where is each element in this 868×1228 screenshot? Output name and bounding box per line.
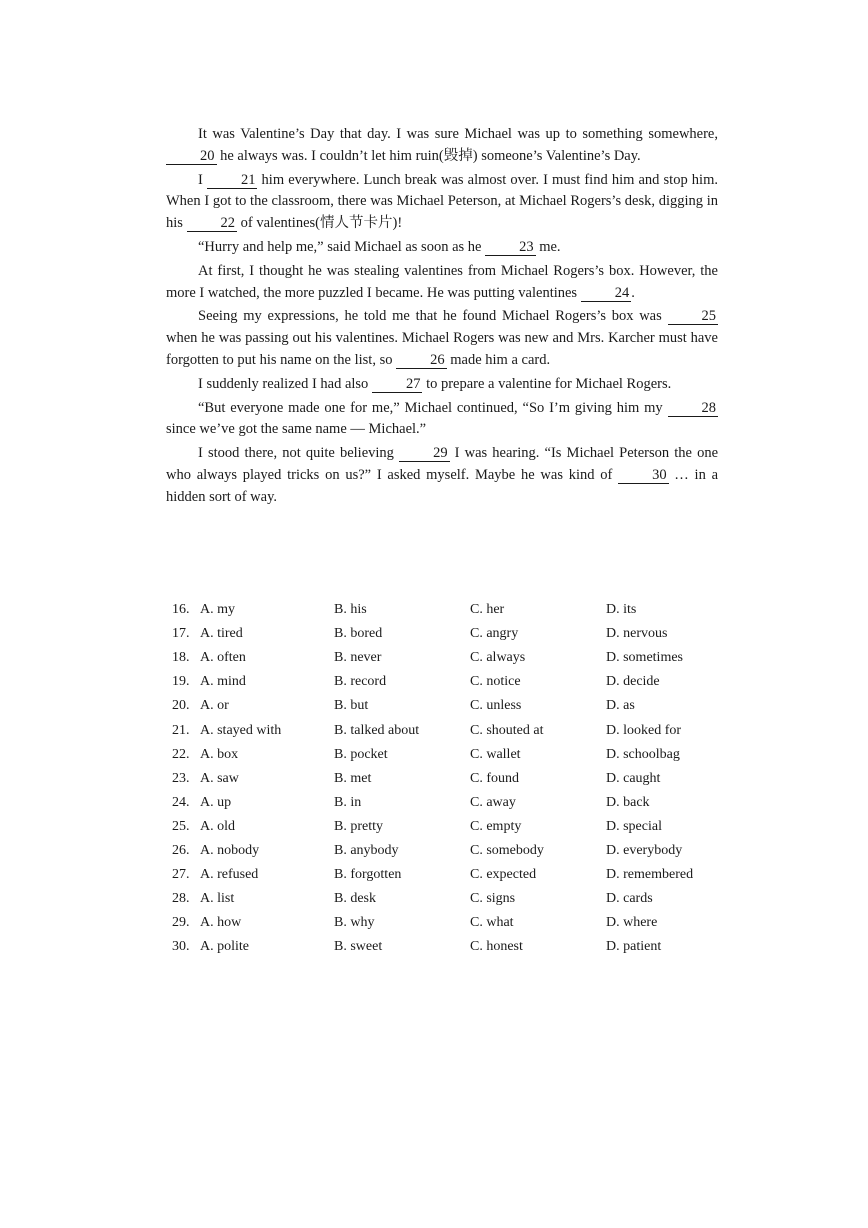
question-number: 26. (172, 842, 190, 858)
question-row (172, 815, 712, 839)
question-row (172, 887, 712, 911)
option-a: A. tired (200, 626, 243, 642)
blank-number: 28 (668, 400, 719, 417)
passage-text: At first, I thought he was stealing valentines from Michael Rogers’s box. However, the more I watched, the more puzzled I became. He was putting valentines (166, 262, 718, 301)
question-row (172, 743, 712, 767)
option-d: D. special (606, 818, 662, 834)
blank-number: 29 (399, 445, 450, 462)
option-d: D. caught (606, 770, 661, 786)
question-number: 24. (172, 794, 190, 810)
passage-paragraph (166, 306, 718, 371)
option-c: C. shouted at (470, 722, 544, 738)
passage-text: I (198, 171, 207, 188)
passage-text: “But everyone made one for me,” Michael continued, “So I’m giving him my (198, 399, 668, 416)
passage-text: me. (535, 238, 561, 255)
passage-text: “Hurry and help me,” said Michael as soon as he (198, 238, 486, 255)
option-b: B. in (334, 794, 362, 810)
passage-paragraph (166, 261, 718, 305)
option-d: D. its (606, 602, 637, 618)
option-c: C. honest (470, 939, 523, 955)
question-number: 19. (172, 674, 190, 690)
question-row (172, 598, 712, 622)
option-d: D. as (606, 698, 635, 714)
option-a: A. list (200, 891, 235, 907)
question-number: 28. (172, 891, 190, 907)
passage-paragraph (166, 170, 718, 235)
passage-text: I suddenly realized I had also (198, 375, 372, 392)
passage-paragraph (166, 443, 718, 508)
option-a: A. polite (200, 939, 249, 955)
option-c: C. what (470, 915, 514, 931)
blank-number: 21 (207, 172, 258, 189)
passage-text: I stood there, not quite believing (198, 445, 400, 462)
option-b: B. why (334, 915, 375, 931)
option-b: B. anybody (334, 842, 399, 858)
option-c: C. unless (470, 698, 522, 714)
question-row (172, 622, 712, 646)
passage-text: I was hearing. “Is Michael Peterson the one who always played tricks on us?” I asked myself. Maybe he was kind of (166, 445, 719, 483)
option-d: D. nervous (606, 626, 668, 642)
option-d: D. looked for (606, 722, 682, 738)
option-a: A. how (200, 915, 242, 931)
option-b: B. sweet (334, 939, 383, 955)
option-c: C. somebody (470, 842, 544, 858)
question-number: 17. (172, 626, 190, 642)
passage-text: to prepare a valentine for Michael Rogers. (422, 375, 672, 392)
question-number: 20. (172, 698, 190, 714)
option-d: D. cards (606, 891, 653, 907)
option-d: D. sometimes (606, 650, 683, 666)
option-d: D. patient (606, 939, 662, 955)
option-b: B. met (334, 770, 372, 786)
option-a: A. old (200, 818, 235, 834)
passage-text: he always was. I couldn’t let him ruin(毁掉) someone’s Valentine’s Day. (216, 147, 641, 164)
blank-number: 26 (396, 352, 447, 369)
passage-paragraph (166, 237, 718, 259)
blank-number: 25 (668, 308, 719, 325)
option-c: C. expected (470, 867, 537, 883)
option-c: C. away (470, 794, 516, 810)
option-a: A. refused (200, 867, 259, 883)
option-b: B. desk (334, 891, 376, 907)
option-b: B. never (334, 650, 382, 666)
passage-text: since we’ve got the same name — Michael.” (166, 421, 427, 438)
question-row (172, 718, 712, 742)
option-a: A. mind (200, 674, 246, 690)
option-c: C. angry (470, 626, 519, 642)
question-number: 18. (172, 650, 190, 666)
option-a: A. often (200, 650, 246, 666)
option-a: A. stayed with (200, 722, 282, 738)
option-b: B. talked about (334, 722, 420, 738)
blank-number: 22 (187, 215, 238, 232)
question-number: 27. (172, 867, 190, 883)
option-c: C. always (470, 650, 526, 666)
blank-number: 27 (372, 376, 423, 393)
passage-text: made him a card. (446, 351, 551, 368)
question-number: 22. (172, 746, 190, 762)
question-number: 16. (172, 602, 190, 618)
question-row (172, 767, 712, 791)
option-d: D. schoolbag (606, 746, 680, 762)
passage-text: of valentines(情人节卡片)! (237, 215, 403, 232)
question-row (172, 863, 712, 887)
question-row (172, 670, 712, 694)
option-b: B. his (334, 602, 367, 618)
option-a: A. box (200, 746, 239, 762)
passage-text: . (631, 284, 635, 301)
option-b: B. bored (334, 626, 383, 642)
passage-paragraph (166, 398, 718, 442)
option-d: D. everybody (606, 842, 683, 858)
option-a: A. up (200, 794, 232, 810)
blank-number: 30 (618, 467, 669, 484)
question-number: 30. (172, 939, 190, 955)
blank-number: 24 (581, 285, 632, 302)
option-c: C. her (470, 602, 505, 618)
question-row (172, 839, 712, 863)
option-d: D. where (606, 915, 658, 931)
blank-number: 23 (485, 239, 536, 256)
passage-text: It was Valentine’s Day that day. I was sure Michael was up to something somewhere, (198, 126, 718, 142)
option-c: C. wallet (470, 746, 521, 762)
question-row (172, 791, 712, 815)
option-a: A. my (200, 602, 235, 618)
passage-paragraph (166, 124, 718, 168)
passage-text: when he was passing out his valentines. Michael Rogers was new and Mrs. Karcher must have forgotten to put his name on the list, so (166, 330, 718, 368)
option-d: D. remembered (606, 867, 694, 883)
option-b: B. pocket (334, 746, 388, 762)
question-row (172, 935, 712, 959)
blank-number: 20 (166, 148, 217, 165)
question-row (172, 694, 712, 718)
option-c: C. notice (470, 674, 521, 690)
passage-paragraph (166, 374, 718, 396)
question-list (172, 598, 712, 959)
option-a: A. or (200, 698, 229, 714)
option-d: D. back (606, 794, 650, 810)
option-d: D. decide (606, 674, 660, 690)
reading-passage (166, 124, 718, 511)
question-row (172, 911, 712, 935)
option-b: B. record (334, 674, 387, 690)
option-a: A. nobody (200, 842, 260, 858)
passage-text: him everywhere. Lunch break was almost over. I must find him and stop him. When I got to the classroom, there was Michael Peterson, at Michael Rogers’s desk, digging in his (166, 171, 718, 232)
passage-text: … in a hidden sort of way. (166, 466, 719, 505)
question-number: 21. (172, 722, 190, 738)
option-b: B. forgotten (334, 867, 402, 883)
option-b: B. but (334, 698, 369, 714)
option-b: B. pretty (334, 818, 383, 834)
question-row (172, 646, 712, 670)
option-c: C. empty (470, 818, 522, 834)
passage-text: Seeing my expressions, he told me that he found Michael Rogers’s box was (198, 308, 668, 325)
question-number: 25. (172, 818, 190, 834)
question-number: 29. (172, 915, 190, 931)
option-a: A. saw (200, 770, 239, 786)
option-c: C. found (470, 770, 519, 786)
question-number: 23. (172, 770, 190, 786)
option-c: C. signs (470, 891, 516, 907)
